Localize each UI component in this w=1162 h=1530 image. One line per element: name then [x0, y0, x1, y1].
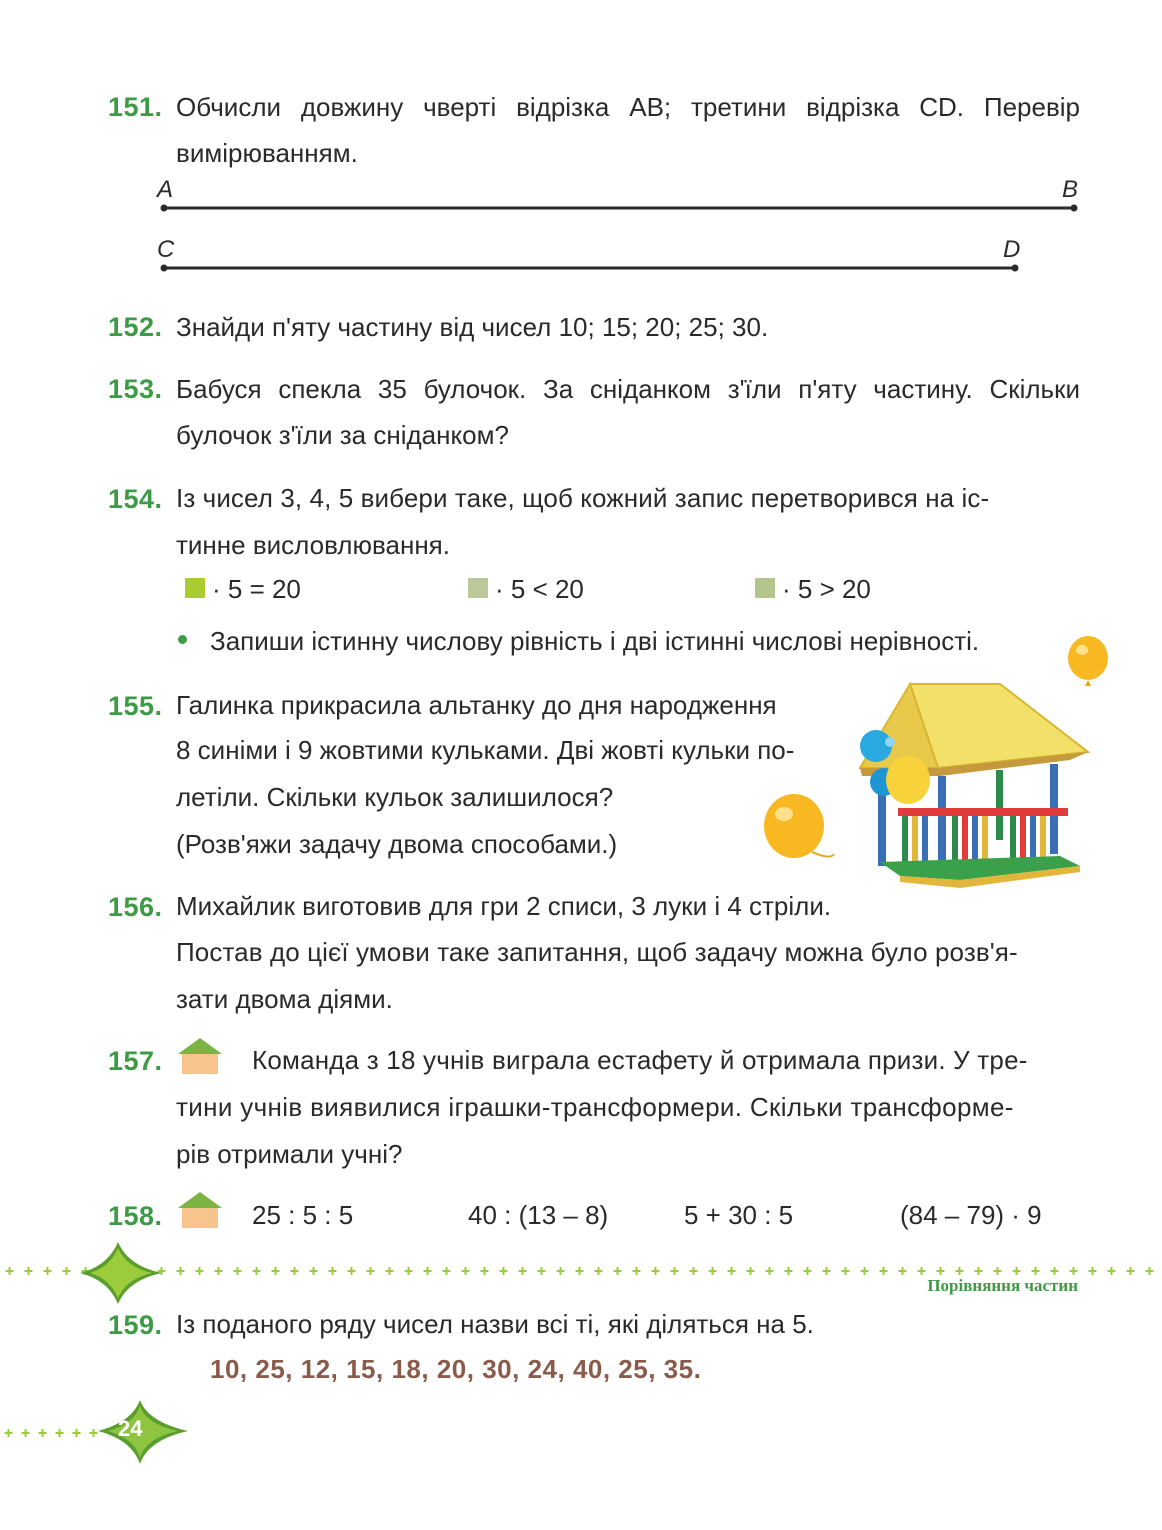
task-number-155: 155. [108, 691, 163, 721]
page-number: 24 [118, 1416, 143, 1441]
task-number-151: 151. [108, 92, 163, 122]
expr-154-3: · 5 > 20 [782, 574, 871, 604]
task-text-157-line1: Команда з 18 учнів виграла естафету й отримала призи. У тре- [252, 1045, 1028, 1075]
expr-158-4: (84 – 79) · 9 [900, 1200, 1042, 1230]
task-number-153: 153. [108, 374, 163, 404]
expr-158-2: 40 : (13 – 8) [468, 1200, 609, 1230]
task-text-155-line2: 8 синіми і 9 жовтими кульками. Дві жовті кульки по- [176, 735, 795, 765]
square-placeholder-icon [468, 578, 488, 598]
segment-label-b: B [1062, 176, 1079, 203]
task-text-154-line1: Із чисел 3, 4, 5 вибери таке, щоб кожний запис перетворився на іс- [176, 483, 990, 513]
task-text-154-line2: тинне висловлювання. [176, 530, 450, 560]
expr-158-3: 5 + 30 : 5 [684, 1200, 794, 1230]
segment-label-c: C [157, 236, 175, 263]
task-text-151: Обчисли довжину чверті відрізка AB; третини відрізка CD. Перевір вимірюванням. [176, 92, 1080, 168]
task-154-bullet-text: Запиши істинну числову рівність і дві істинні числові нерівності. [210, 626, 980, 656]
task-text-152: Знайди п'яту частину від чисел 10; 15; 20; 25; 30. [176, 312, 769, 342]
numbers-row-159: 10, 25, 12, 15, 18, 20, 30, 24, 40, 25, 35. [210, 1354, 702, 1384]
task-text-156-line2: Постав до цієї умови таке запитання, щоб задачу можна було розв'я- [176, 937, 1018, 967]
task-number-152: 152. [108, 312, 163, 342]
task-number-159: 159. [108, 1310, 163, 1340]
square-placeholder-icon [755, 578, 775, 598]
bullet-dot [178, 635, 187, 644]
page-number-badge [0, 1398, 200, 1468]
gazebo-illustration [760, 680, 1090, 890]
task-number-156: 156. [108, 892, 163, 922]
expr-158-1: 25 : 5 : 5 [252, 1200, 354, 1230]
segment-cd [158, 260, 1024, 276]
segment-label-d: D [1003, 236, 1021, 263]
task-text-155-line1: Галинка прикрасила альтанку до дня народження [176, 690, 777, 720]
segment-ab [158, 200, 1084, 216]
home-task-icon [176, 1036, 224, 1076]
task-text-159: Із поданого ряду чисел назви всі ті, які діляться на 5. [176, 1309, 814, 1339]
task-text-157-line3: рів отримали учні? [176, 1139, 403, 1169]
task-text-157-line2: тини учнів виявилися іграшки-трансформери. Скільки трансформе- [176, 1092, 1014, 1122]
task-number-158: 158. [108, 1201, 163, 1231]
expr-154-2: · 5 < 20 [495, 574, 584, 604]
section-title: Порівняння частин [927, 1276, 1078, 1295]
square-placeholder-icon [185, 578, 205, 598]
task-number-157: 157. [108, 1046, 163, 1076]
task-text-155-line4: (Розв'яжи задачу двома способами.) [176, 829, 618, 859]
task-text-156-line1: Михайлик виготовив для гри 2 списи, 3 луки і 4 стріли. [176, 891, 832, 921]
segment-label-a: A [157, 176, 174, 203]
task-number-154: 154. [108, 484, 163, 514]
task-text-156-line3: зати двома діями. [176, 984, 393, 1014]
task-text-153: Бабуся спекла 35 булочок. За сніданком з'їли п'яту частину. Скільки булочок з'їли за сніданком? [176, 374, 1080, 450]
home-task-icon [176, 1190, 224, 1230]
expr-154-1: · 5 = 20 [212, 574, 301, 604]
task-text-155-line3: летіли. Скільки кульок залишилося? [176, 782, 614, 812]
